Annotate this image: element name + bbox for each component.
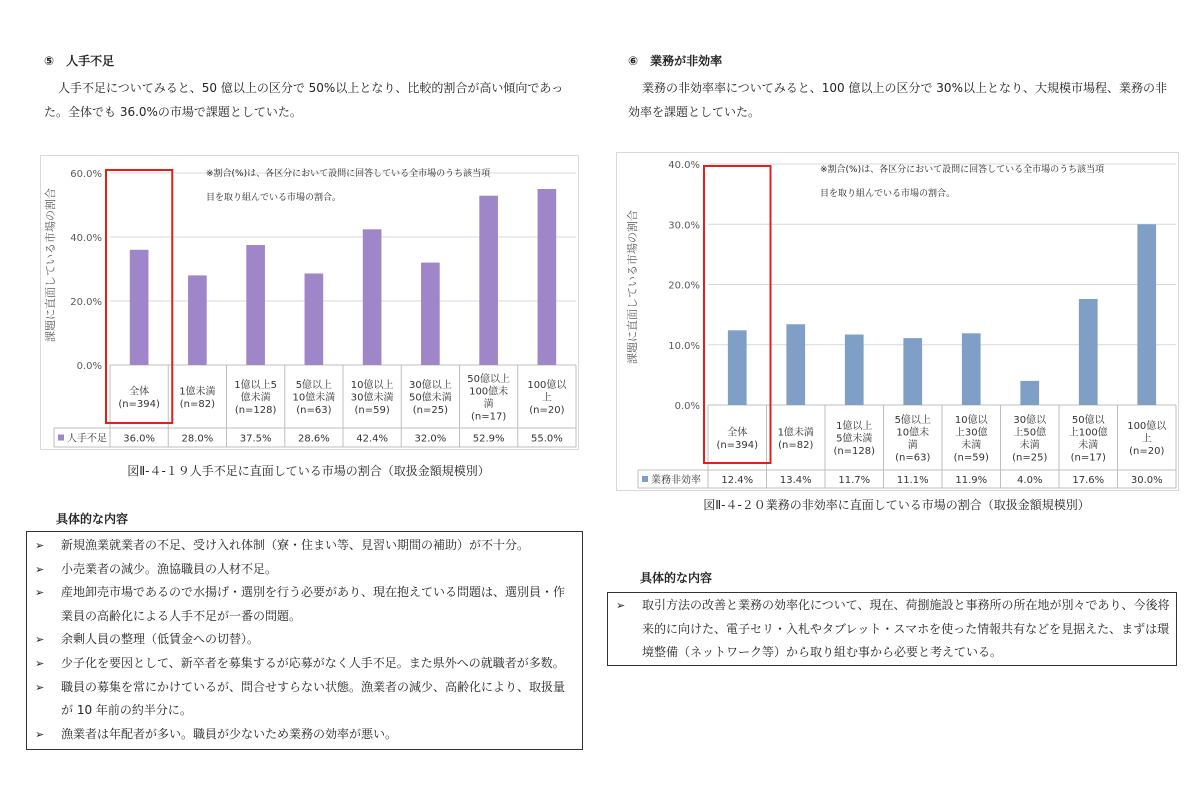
bar [305,273,324,365]
category-label: (n=25) [1012,452,1048,464]
data-value-label: 28.0% [181,433,214,445]
right-chart-note [820,158,1104,206]
right-paragraph: 業務の非効率率についてみると、100 億以上の区分で 30%以上となり、大規模市場程、業務の非効率を課題としていた。 [628,81,1167,119]
category-label: 5億未満 [836,433,873,445]
left-chart-note-line2: 目を取り組んでいる市場の割合。 [206,193,342,203]
data-value-label: 11.9% [955,475,988,486]
left-detail-box [26,531,583,750]
category-label: 上50億 [1013,427,1047,439]
category-label: 5億以上 [295,380,333,391]
category-label: (n=20) [1129,446,1165,457]
bullet-arrow-icon: ➢ [35,586,45,600]
detail-item [27,628,582,652]
y-tick-label: 20.0% [668,280,700,292]
data-value-label: 13.4% [779,475,812,486]
left-chart-caption: 図Ⅱ-４-１９人手不足に直面している市場の割合（取扱金額規模別） [127,464,490,478]
category-label: 1億未満 [777,427,814,439]
bar [246,245,265,365]
bar [845,335,864,405]
category-label: 100億以 [527,380,567,391]
legend-series-name: 業務非効率 [651,475,701,486]
category-label: 満 [907,439,918,451]
bar [728,330,747,405]
data-value-label: 37.5% [239,433,272,445]
category-label: 5億以上 [894,414,931,426]
detail-item-text: 産地卸売市場であるので水揚げ・選別を行う必要があり、現在抱えている問題は、選別員・作業員の高齢化による人手不足が一番の問題。 [61,585,566,623]
data-value-label: 55.0% [530,433,563,445]
data-value-label: 30.0% [1130,475,1163,486]
category-label: (n=128) [234,405,277,416]
category-label: 億未満 [240,392,271,404]
category-label: 30億未満 [350,392,394,404]
category-label: 10億未 [896,427,930,439]
bar [363,229,382,365]
bullet-arrow-icon: ➢ [616,599,626,612]
detail-item-text: 余剰人員の整理（低賃金への切替）。 [61,632,260,647]
detail-item [27,558,582,582]
y-tick-label: 30.0% [668,220,700,232]
category-label: (n=59) [354,405,390,416]
category-label: (n=59) [953,452,989,464]
category-label: 100億以 [1127,421,1167,432]
detail-item-text: 漁業者は年配者が多い。職員が少ないため業務の効率が悪い。 [61,726,398,741]
detail-item-text: 職員の募集を常にかけているが、問合せすらない状態。漁業者の減少、高齢化により、取扱量が 10 年前の約半分に。 [61,679,566,718]
detail-item-text: 小売業者の減少。漁協職員の人材不足。 [61,561,278,576]
right-detail-title: 具体的な内容 [640,571,713,585]
bullet-arrow-icon: ➢ [35,656,45,670]
right-chart-note-line1: ※割合(%)は、各区分において設問に回答している全市場のうち該当項 [820,165,1105,175]
bar [479,196,498,365]
data-value-label: 17.6% [1072,475,1105,486]
detail-item-text: 少子化を要因として、新卒者を募集するが応募がなく人手不足。また県外への就職者が多数。 [61,655,565,670]
detail-item-text: 新規漁業就業者の不足、受け入れ体制（寮・住まい等、見習い期間の補助）が不十分。 [61,538,530,552]
y-tick-label: 10.0% [668,340,700,352]
category-label: 未満 [961,439,982,451]
category-label: (n=17) [1070,452,1106,464]
left-paragraph: 人手不足についてみると、50 億以上の区分で 50%以上となり、比較的割合が高い傾向であった。全体でも 36.0%の市場で課題としていた。 [44,81,564,119]
category-label: 全体 [129,386,150,398]
y-tick-label: 40.0% [668,160,700,171]
bar [786,324,805,405]
category-label: (n=17) [471,411,507,423]
category-label: 100億未 [469,386,509,398]
category-label: (n=63) [895,452,931,464]
y-tick-label: 0.0% [76,361,102,372]
category-label: 上100億 [1068,427,1108,439]
y-axis-label: 課題に直面している市場の割合 [626,210,639,364]
bar [1137,224,1156,405]
category-label: 上30億 [954,427,988,439]
category-label: 10億以上 [350,380,394,391]
category-label: 50億以 [1071,414,1105,426]
category-label: (n=128) [833,446,876,457]
bullet-arrow-icon: ➢ [35,633,45,647]
data-value-label: 11.7% [838,475,871,486]
category-label: 未満 [1078,439,1099,451]
right-detail-box [607,592,1177,666]
left-detail-list [27,534,582,746]
bar [188,275,207,365]
bullet-arrow-icon: ➢ [35,539,45,552]
legend-series-name: 人手不足 [67,433,107,445]
category-label: (n=63) [296,405,332,416]
category-label: 1億以上5 [234,380,277,391]
category-label: 全体 [727,427,748,439]
data-value-label: 11.1% [896,475,929,486]
detail-item [27,723,582,747]
detail-item [27,581,582,628]
bullet-arrow-icon: ➢ [35,727,45,741]
bar [962,333,981,405]
detail-item [27,534,582,558]
y-axis-label: 課題に直面している市場の割合 [44,188,57,342]
category-label: 10億未満 [292,392,336,404]
detail-item-text: 取引方法の改善と業務の効率化について、現在、荷捌施設と事務所の所在地が別々であり、今後将来的に向けた、電子セリ・入札やタブレット・スマホを使った情報共有などを見据えた、まずは環境整備（ネットワーク等）から取り組む事から必要と考えている。 [642,598,1170,660]
category-label: 50億以上 [467,373,510,385]
right-chart-caption: 図Ⅱ-４-２０業務の非効率に直面している市場の割合（取扱金額規模別） [703,498,1090,512]
bar [130,250,149,365]
data-value-label: 28.6% [297,433,330,445]
category-label: 10億以 [954,414,988,426]
left-detail-title: 具体的な内容 [56,512,129,526]
bar [903,338,922,405]
left-chart-note-line1: ※割合(%)は、各区分において設問に回答している全市場のうち該当項 [206,169,491,179]
category-label: (n=20) [529,405,565,416]
y-tick-label: 60.0% [70,169,102,180]
data-value-label: 4.0% [1017,475,1043,486]
category-label: 上 [541,392,552,404]
bullet-arrow-icon: ➢ [35,562,45,576]
category-label: 50億未満 [409,392,452,404]
left-chart-note [206,162,490,210]
right-detail-list [608,594,1176,665]
right-section-title: ⑥ 業務が非効率 [628,54,723,68]
category-label: 30億以 [1013,414,1047,426]
data-value-label: 12.4% [721,475,754,486]
category-label: (n=394) [716,439,759,451]
right-chart-note-line2: 目を取り組んでいる市場の割合。 [820,189,956,199]
category-label: 未満 [1019,439,1040,451]
data-value-label: 36.0% [123,433,156,445]
legend-swatch [642,476,648,482]
bar [538,189,557,365]
highlight-box [704,166,771,463]
left-section-title: ⑤ 人手不足 [44,54,115,68]
category-label: 上 [1141,433,1152,445]
y-tick-label: 0.0% [674,401,700,412]
bullet-arrow-icon: ➢ [35,680,45,694]
bar [1079,299,1098,405]
category-label: 1億以上 [836,421,873,432]
data-value-label: 32.0% [414,433,447,445]
category-label: 満 [483,398,494,410]
data-value-label: 52.9% [472,433,505,445]
bar [1020,381,1039,405]
category-label: (n=82) [179,398,215,410]
detail-item [27,652,582,676]
category-label: 30億以上 [409,380,452,391]
category-label: (n=82) [778,439,814,451]
category-label: (n=25) [412,405,448,416]
y-tick-label: 20.0% [70,297,102,308]
bar [421,263,440,365]
data-value-label: 42.4% [356,433,389,445]
y-tick-label: 40.0% [70,233,102,244]
detail-item [27,676,582,723]
category-label: (n=394) [118,398,160,410]
category-label: 1億未満 [179,386,216,398]
detail-item [608,594,1176,665]
legend-swatch [58,435,64,441]
